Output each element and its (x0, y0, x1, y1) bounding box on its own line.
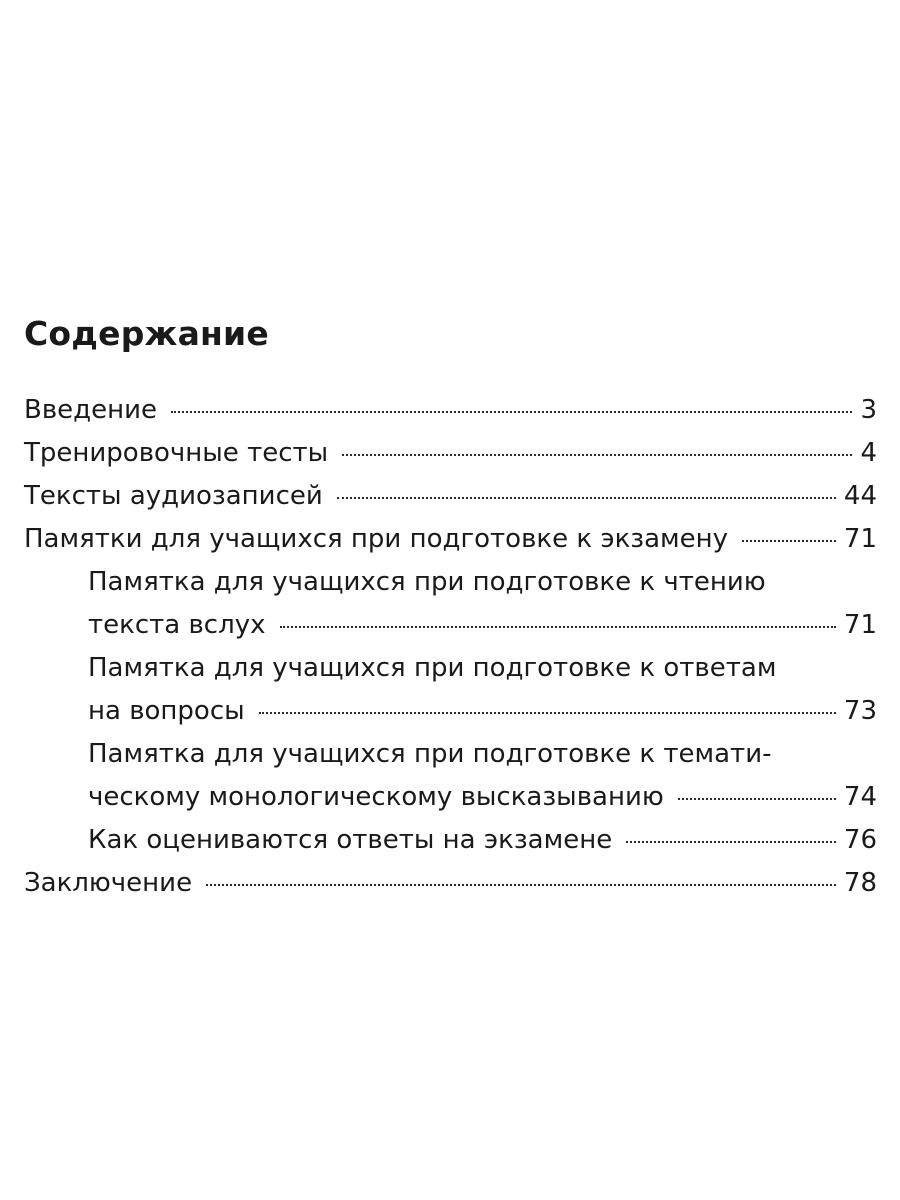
toc-subentry-monologue-line1 (24, 733, 877, 776)
dot-leader (626, 841, 836, 843)
dot-leader (206, 884, 836, 886)
toc-subentry-monologue-line2 (24, 776, 877, 819)
toc-subentry-assessment (24, 819, 877, 862)
toc-page-number: 4 (860, 438, 877, 468)
toc-entry-label: Памятки для учащихся при подготовке к экзамену (24, 524, 729, 554)
toc-subentry-reading-aloud-line1 (24, 561, 877, 604)
toc-subentry-answering-questions-line1 (24, 647, 877, 690)
dot-leader (280, 626, 836, 628)
toc-entry-label: текста вслух (88, 610, 266, 640)
toc-page-number: 3 (860, 395, 877, 425)
toc-entry-label: Заключение (24, 868, 193, 898)
toc-entry-student-guides (24, 518, 877, 561)
toc-page-number: 71 (843, 524, 877, 554)
toc-entry-introduction (24, 389, 877, 432)
toc-entry-label: Тренировочные тесты (24, 438, 329, 468)
toc-entry-label: ческому монологическому высказыванию (88, 782, 664, 812)
toc-subentry-reading-aloud-line2 (24, 604, 877, 647)
toc-entry-label: Памятка для учащихся при подготовке к чтению (88, 567, 766, 597)
dot-leader (742, 540, 836, 542)
toc-page-number: 74 (843, 782, 877, 812)
toc-page-number: 44 (843, 481, 877, 511)
toc-entry-conclusion (24, 862, 877, 905)
toc-entry-audio-texts (24, 475, 877, 518)
toc-subentry-answering-questions-line2 (24, 690, 877, 733)
dot-leader (259, 712, 836, 714)
dot-leader (678, 798, 836, 800)
toc-entry-label: Памятка для учащихся при подготовке к ответам (88, 653, 777, 683)
toc-page-number: 76 (843, 825, 877, 855)
toc-entry-practice-tests (24, 432, 877, 475)
toc-entry-label: Как оцениваются ответы на экзамене (88, 825, 613, 855)
toc-page-number: 78 (843, 868, 877, 898)
dot-leader (342, 454, 852, 456)
dot-leader (171, 411, 852, 413)
toc-entry-label: Памятка для учащихся при подготовке к темати- (88, 739, 772, 769)
table-of-contents (24, 389, 877, 905)
toc-entry-label: Тексты аудиозаписей (24, 481, 323, 511)
toc-page-number: 71 (843, 610, 877, 640)
page-title: Содержание (24, 314, 269, 353)
toc-entry-label: Введение (24, 395, 158, 425)
toc-page-number: 73 (843, 696, 877, 726)
toc-entry-label: на вопросы (88, 696, 245, 726)
dot-leader (337, 497, 836, 499)
